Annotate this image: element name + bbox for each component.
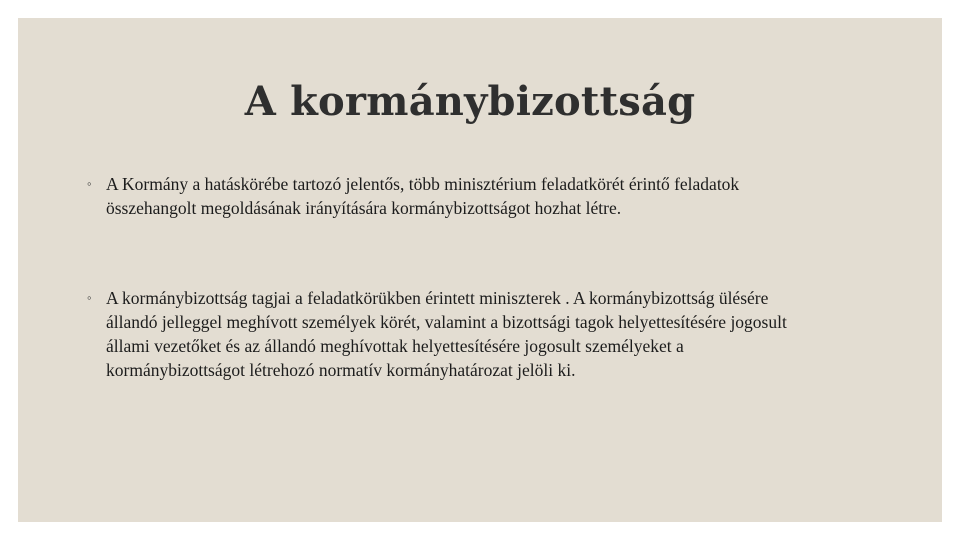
bullet-text-2: A kormánybizottság tagjai a feladatkörükben érintett miniszterek . A kormánybizottság ülésére állandó jelleggel meghívott személyek körét, valamint a bizottsági tagok helyettesítésére jogosult állami vezetőket és az állandó meghívottak helyettesítésére jogosult személyeket a kormánybizottságot létrehozó normatív kormányhatározat jelöli ki. [106, 288, 787, 380]
bullet-item-1 [87, 172, 816, 220]
bullet-text-1: A Kormány a hatáskörébe tartozó jelentős, több minisztérium feladatkörét érintő feladatok összehangolt megoldásának irányítására kormánybizottságot hozhat létre. [106, 174, 740, 218]
bullet-item-2 [87, 286, 796, 382]
bullet-marker-icon: ◦ [87, 176, 92, 191]
slide-title: A kormánybizottság [244, 78, 696, 125]
bullet-marker-icon: ◦ [87, 290, 92, 305]
